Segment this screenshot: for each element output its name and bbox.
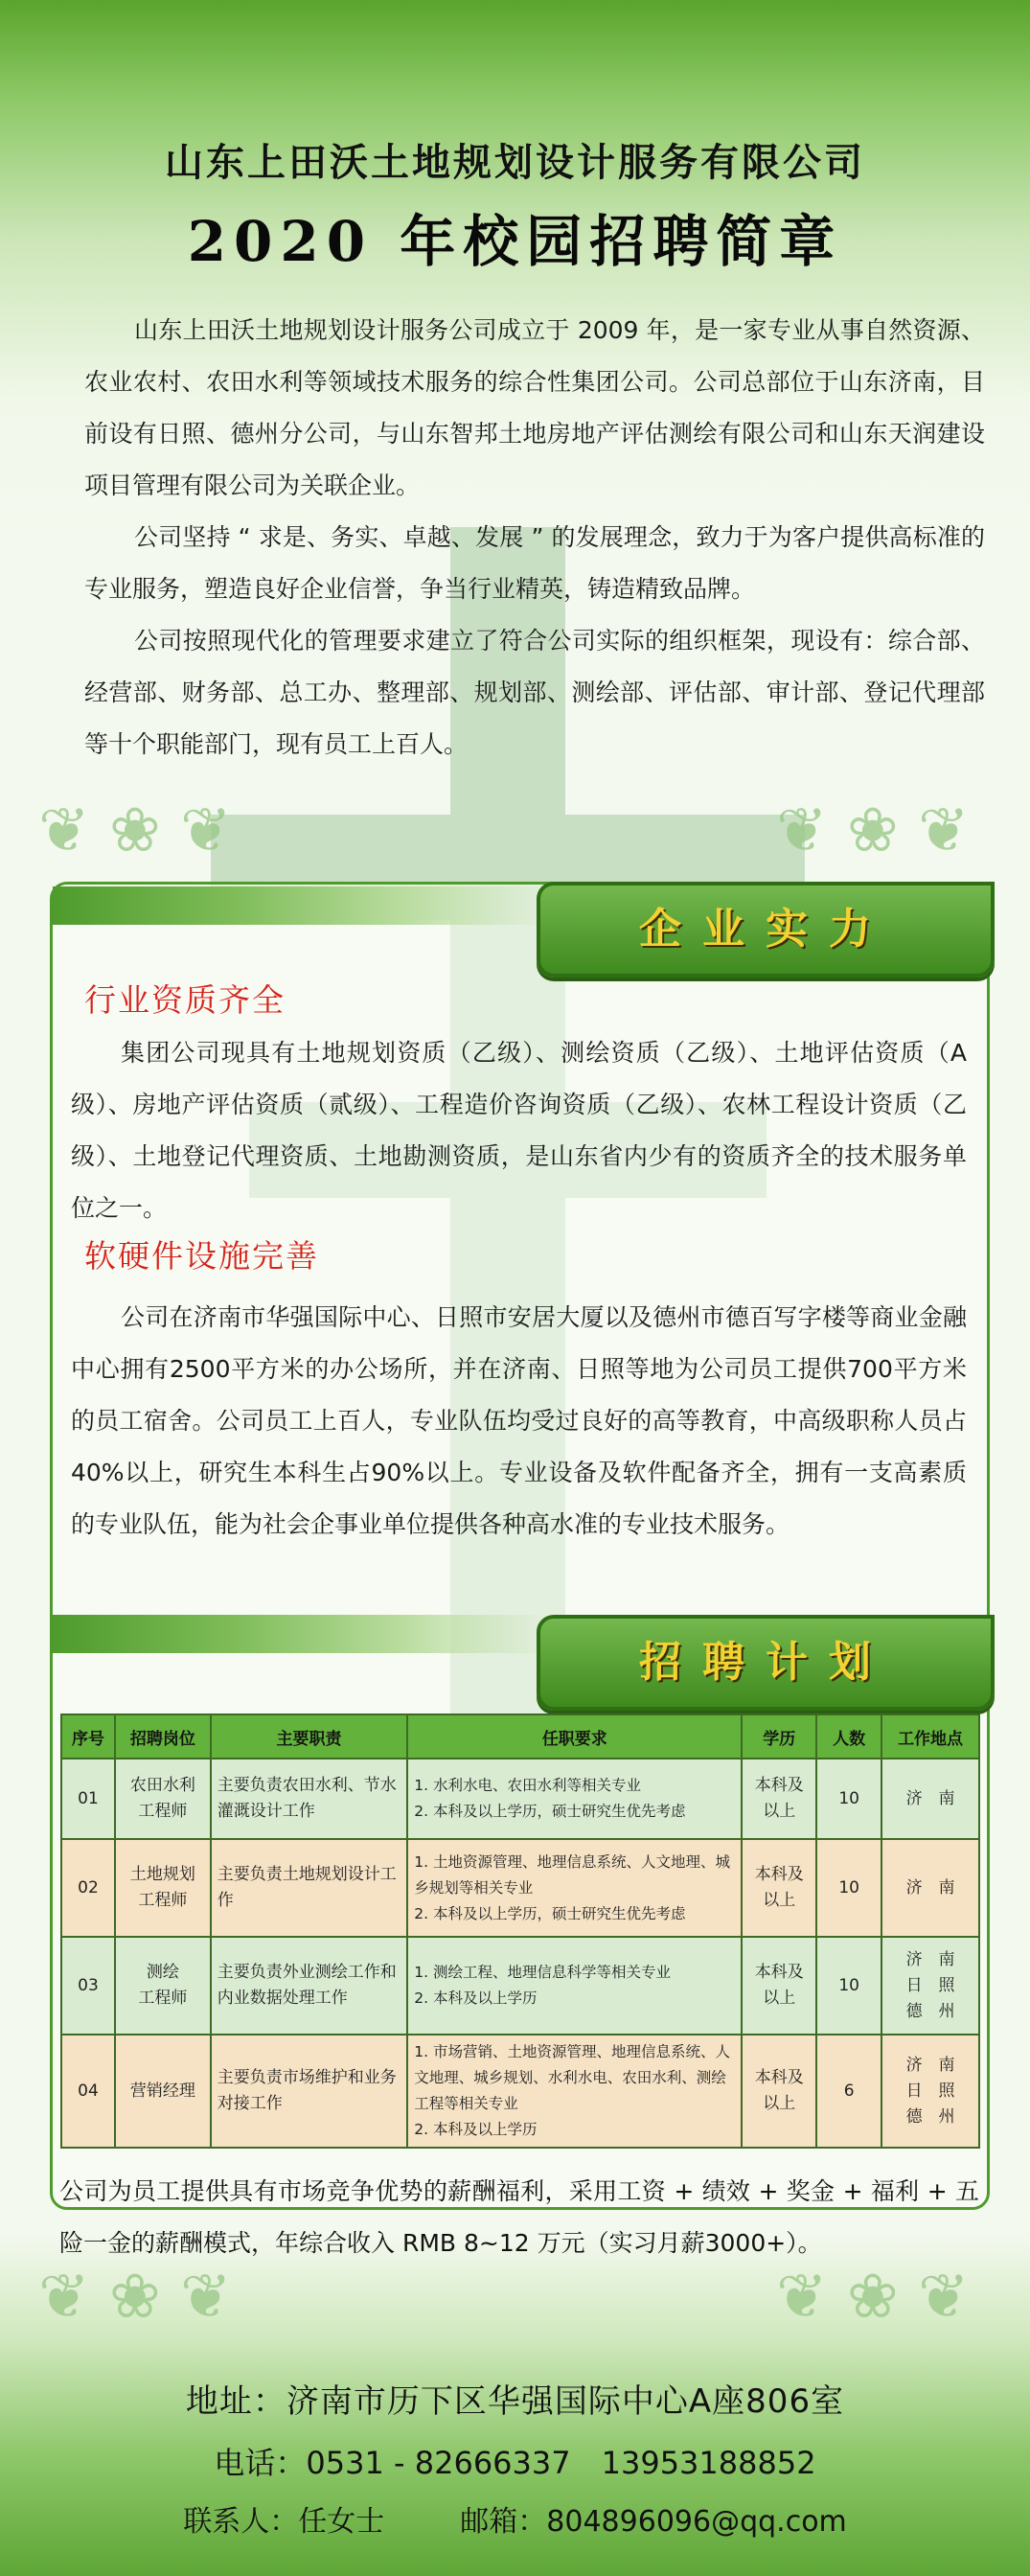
intro-paragraph: 公司坚持 “ 求是、务实、卓越、发展 ” 的发展理念，致力于为客户提供高标准的专业服务，塑造良好企业信誉，争当行业精英，铸造精致品牌。 — [84, 523, 985, 603]
cell-location: 济 南 日 照 德 州 — [881, 1937, 979, 2035]
section-stripe — [53, 886, 551, 925]
cell-position: 农田水利 工程师 — [115, 1759, 211, 1839]
cell-duty: 主要负责市场维护和业务对接工作 — [211, 2035, 408, 2148]
header-location: 工作地点 — [881, 1714, 979, 1759]
plan-banner — [537, 1615, 995, 1711]
cell-education: 本科及 以上 — [742, 1937, 816, 2035]
cell-requirement: 1. 土地资源管理、地理信息系统、人文地理、城乡规划等相关专业 2. 本科及以上学历，硕士研究生优先考虑 — [407, 1839, 742, 1937]
cell-duty: 主要负责外业测绘工作和内业数据处理工作 — [211, 1937, 408, 2035]
qualification-text — [71, 1027, 967, 1234]
header-education: 学历 — [742, 1714, 816, 1759]
intro-paragraph: 山东上田沃土地规划设计服务公司成立于 2009 年，是一家专业从事自然资源、农业农村、农田水利等领域技术服务的综合性集团公司。公司总部位于山东济南，目前设有日照、德州分公司，与山东智邦土地房地产评估测绘有限公司和山东天润建设项目管理有限公司为关联企业。 — [84, 316, 985, 499]
table-row — [61, 1839, 979, 1937]
table-row — [61, 1759, 979, 1839]
cell-count: 10 — [816, 1937, 881, 2035]
contact-email[interactable]: 邮箱：804896096@qq.com — [460, 2505, 847, 2539]
cell-location: 济 南 — [881, 1759, 979, 1839]
strength-banner-label: 企业实力 — [639, 905, 892, 954]
header-duty: 主要职责 — [211, 1714, 408, 1759]
cell-requirement: 1. 水利水电、农田水利等相关专业 2. 本科及以上学历，硕士研究生优先考虑 — [407, 1759, 742, 1839]
header-position: 招聘岗位 — [115, 1714, 211, 1759]
contact-address: 地址：济南市历下区华强国际中心A座806室 — [185, 2382, 845, 2421]
cell-education: 本科及 以上 — [742, 1759, 816, 1839]
company-intro — [84, 305, 985, 770]
cell-position: 测绘 工程师 — [115, 1937, 211, 2035]
facility-title: 软硬件设施完善 — [84, 1237, 319, 1275]
cell-location: 济 南 日 照 德 州 — [881, 2035, 979, 2148]
strength-banner — [537, 882, 995, 978]
facility-paragraph: 公司在济南市华强国际中心、日照市安居大厦以及德州市德百写字楼等商业金融中心拥有2500平方米的办公场所，并在济南、日照等地为公司员工提供700平方米的员工宿舍。公司员工上百人，专业队伍均受过良好的高等教育，中高级职称人员占40%以上，研究生本科生占90%以上。专业设备及软件配备齐全，拥有一支高素质的专业队伍，能为社会企事业单位提供各种高水准的专业技术服务。 — [71, 1303, 967, 1538]
cell-count: 10 — [816, 1759, 881, 1839]
cell-requirement: 1. 测绘工程、地理信息科学等相关专业 2. 本科及以上学历 — [407, 1937, 742, 2035]
cell-count: 6 — [816, 2035, 881, 2148]
cell-education: 本科及 以上 — [742, 1839, 816, 1937]
swirl-ornament-icon: ❦ ❀ ❦ — [38, 795, 232, 866]
contact-phone: 电话：0531 - 82666337 13953188852 — [214, 2445, 816, 2481]
cell-no: 03 — [61, 1937, 115, 2035]
qualification-title: 行业资质齐全 — [84, 981, 286, 1019]
cell-no: 02 — [61, 1839, 115, 1937]
table-row — [61, 1937, 979, 2035]
swirl-ornament-icon: ❦ ❀ ❦ — [38, 2262, 232, 2333]
qualification-paragraph: 集团公司现具有土地规划资质（乙级）、测绘资质（乙级）、土地评估资质（A级）、房地产评估资质（贰级）、工程造价咨询资质（乙级）、农林工程设计资质（乙级）、土地登记代理资质、土地勘测资质，是山东省内少有的资质齐全的技术服务单位之一。 — [71, 1039, 967, 1222]
facility-text — [71, 1292, 967, 1551]
cell-position: 营销经理 — [115, 2035, 211, 2148]
contact-line — [0, 2497, 1030, 2540]
cell-requirement: 1. 市场营销、土地资源管理、地理信息系统、人文地理、城乡规划、水利水电、农田水利、测绘工程等相关专业 2. 本科及以上学历 — [407, 2035, 742, 2148]
cell-no: 01 — [61, 1759, 115, 1839]
cell-location: 济 南 — [881, 1839, 979, 1937]
cell-education: 本科及 以上 — [742, 2035, 816, 2148]
cell-count: 10 — [816, 1839, 881, 1937]
company-name: 山东上田沃土地规划设计服务有限公司 — [165, 140, 865, 185]
cell-position: 土地规划 工程师 — [115, 1839, 211, 1937]
swirl-ornament-icon: ❦ ❀ ❦ — [776, 2262, 970, 2333]
table-header-row — [61, 1714, 979, 1759]
recruitment-table — [60, 1714, 980, 2149]
cell-duty: 主要负责农田水利、节水灌溉设计工作 — [211, 1759, 408, 1839]
table-row — [61, 2035, 979, 2148]
benefit-text: 公司为员工提供具有市场竞争优势的薪酬福利，采用工资 + 绩效 + 奖金 + 福利 + 五险一金的薪酬模式，年综合收入 RMB 8~12 万元（实习月薪3000+）。 — [59, 2177, 979, 2257]
plan-banner-label: 招聘计划 — [639, 1638, 892, 1687]
intro-paragraph: 公司按照现代化的管理要求建立了符合公司实际的组织框架，现设有：综合部、经营部、财务部、总工办、整理部、规划部、测绘部、评估部、审计部、登记代理部等十个职能部门，现有员工上百人。 — [84, 627, 985, 758]
cell-no: 04 — [61, 2035, 115, 2148]
header-no: 序号 — [61, 1714, 115, 1759]
header-requirement: 任职要求 — [407, 1714, 742, 1759]
section-stripe — [53, 1615, 551, 1653]
swirl-ornament-icon: ❦ ❀ ❦ — [776, 795, 970, 866]
cell-duty: 主要负责土地规划设计工作 — [211, 1839, 408, 1937]
contact-person: 联系人：任女士 — [183, 2505, 385, 2539]
page-title: 2020 年校园招聘简章 — [187, 209, 843, 274]
header-count: 人数 — [816, 1714, 881, 1759]
